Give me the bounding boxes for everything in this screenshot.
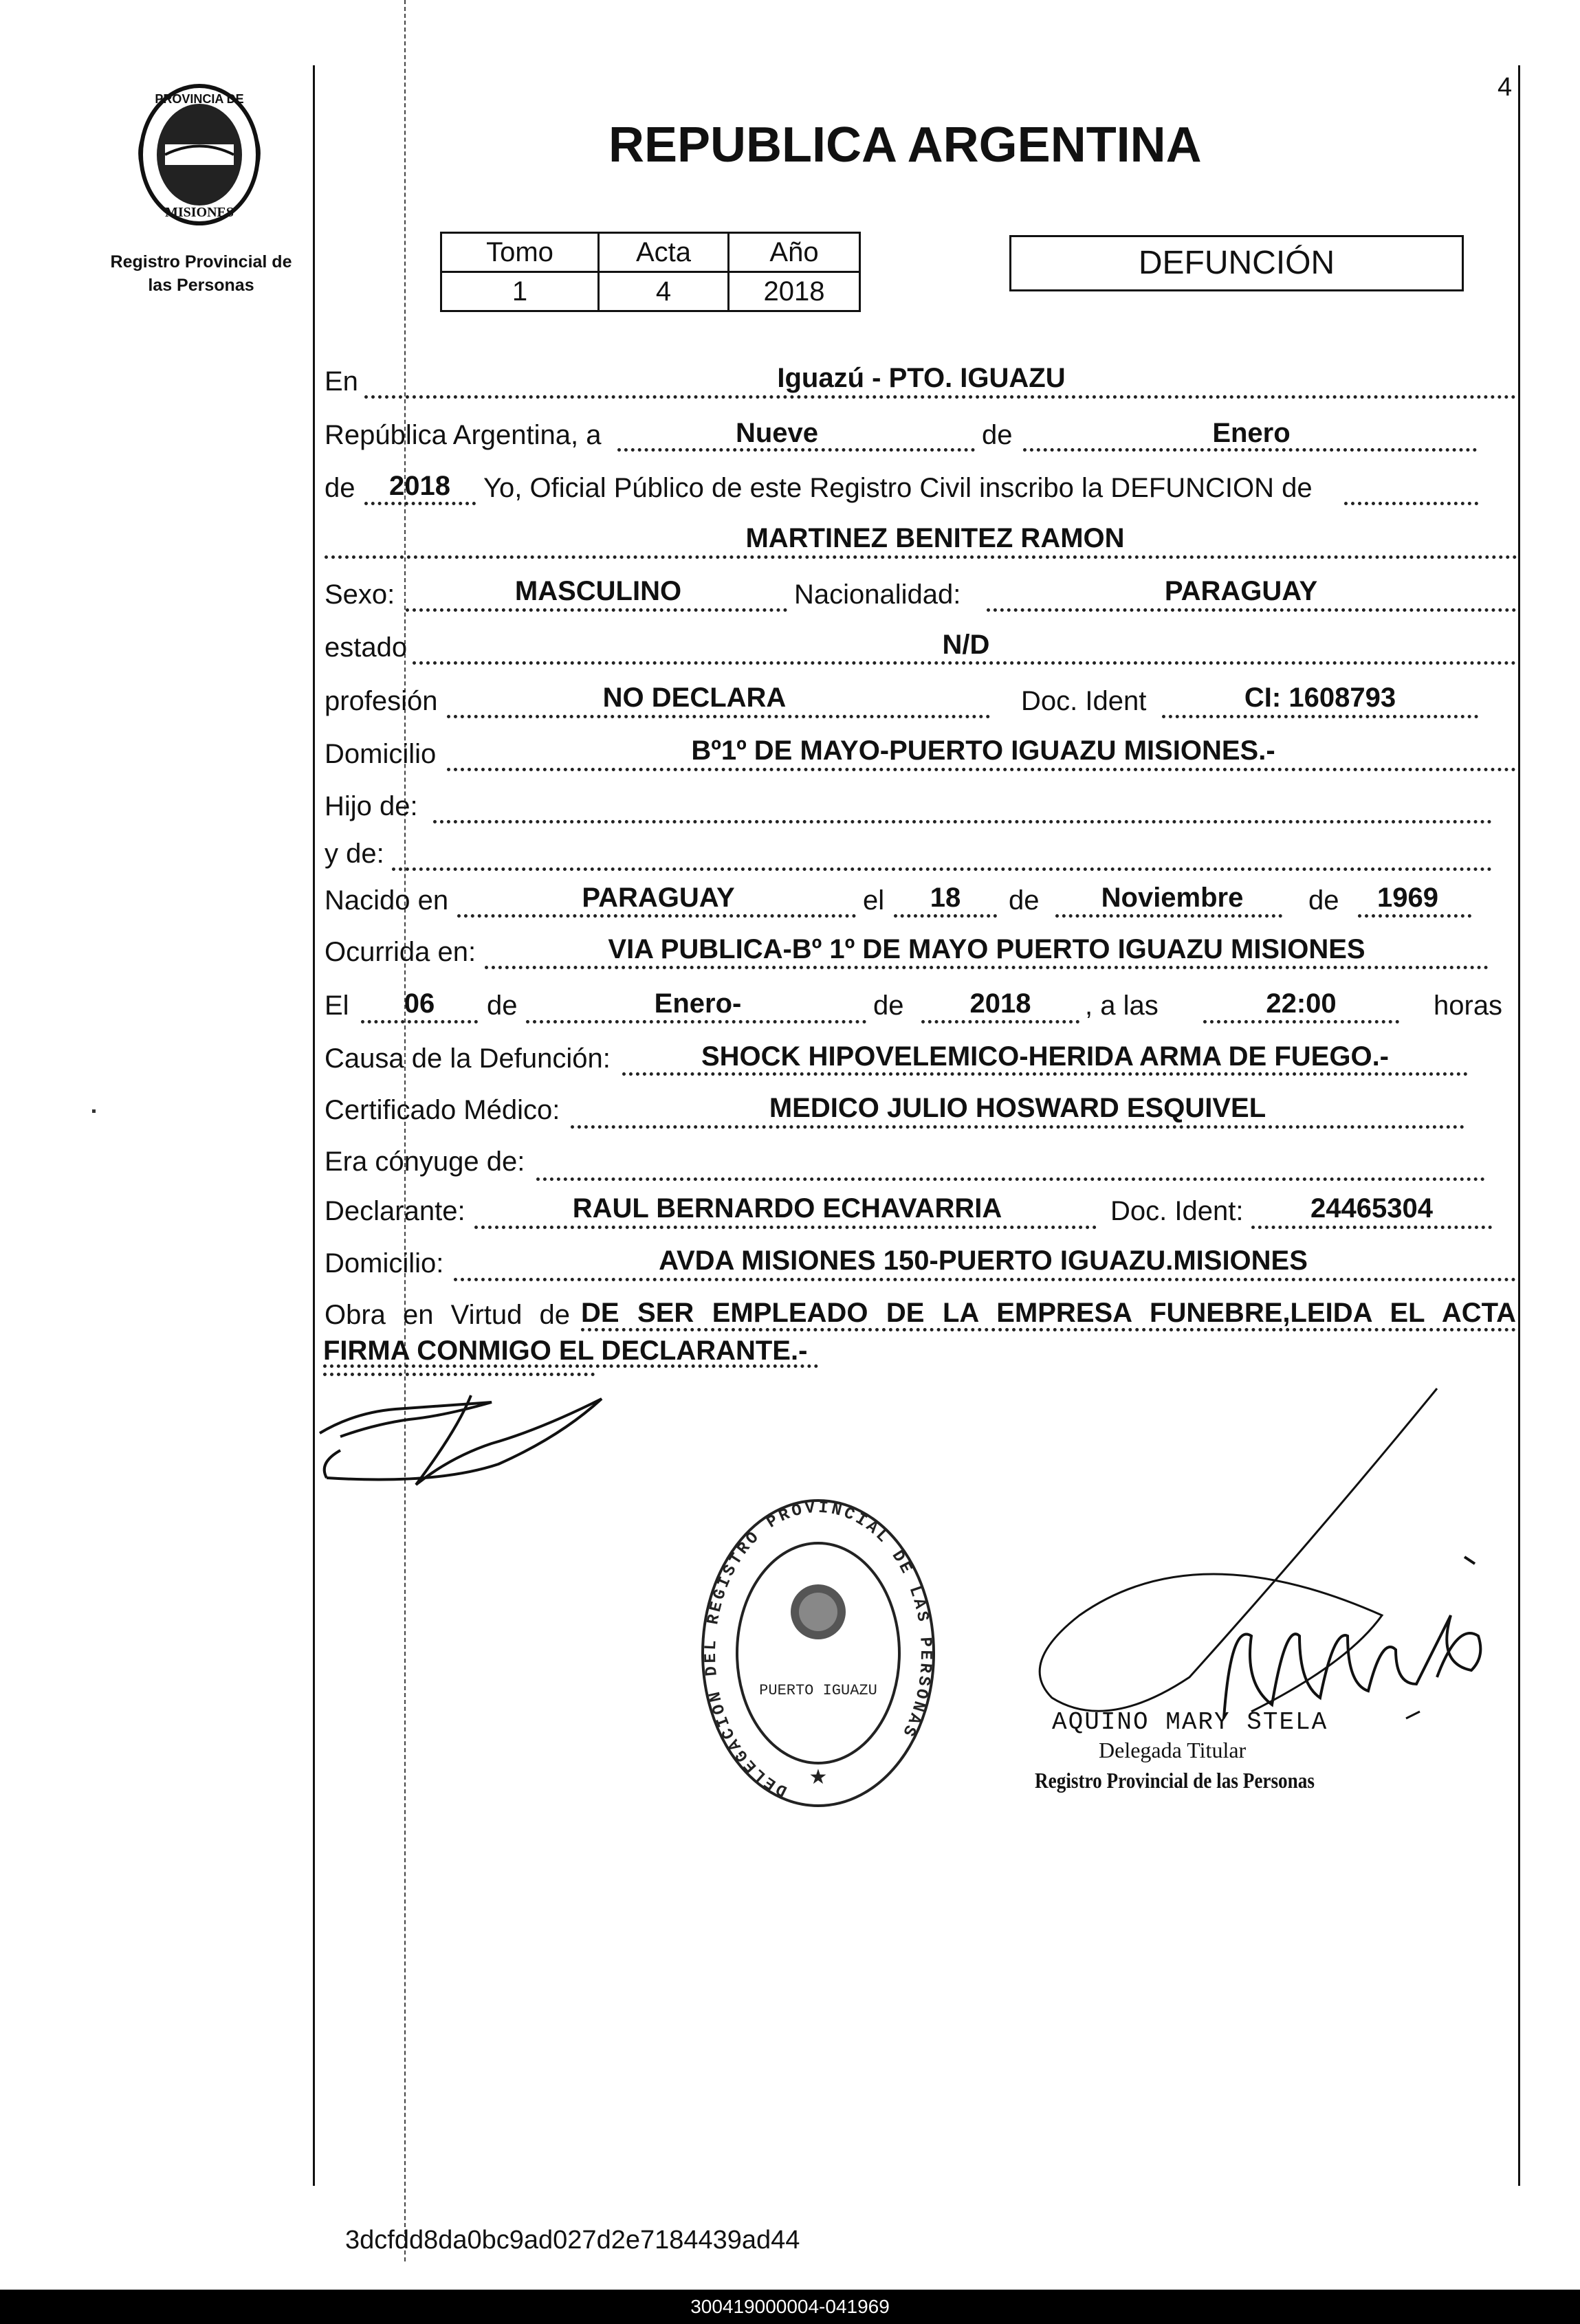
table-value-anio: 2018 [729,272,860,311]
doc-ident-label: Doc. Ident [1021,686,1147,716]
de-label: de [487,991,518,1021]
day-value: Nueve [735,418,819,448]
record-table [440,232,861,312]
svg-text:DELEGACION DEL REGISTRO PROVIN: DELEGACION DEL REGISTRO PROVINCIAL DE LAS PERSONAS [701,1498,935,1800]
estado-label: estado [325,632,408,663]
de-label: de [982,420,1013,450]
profesion-label: profesión [325,686,438,716]
official-role: Delegada Titular [1099,1738,1247,1762]
year-value: 2018 [389,471,450,501]
de-label: de [1009,885,1040,916]
horas-label: horas [1434,991,1503,1021]
svg-text:PUERTO IGUAZU: PUERTO IGUAZU [759,1682,877,1699]
dotted-line [1358,914,1471,918]
death-time: 22:00 [1266,988,1337,1019]
sexo-value: MASCULINO [514,576,682,606]
obra-value-2: FIRMA CONMIGO EL DECLARANTE.- [323,1336,808,1366]
dotted-line [474,1226,1097,1229]
yde-label: y de: [325,839,384,869]
alas-label: , a las [1085,991,1159,1021]
dotted-line [987,608,1516,612]
dotted-line [447,768,1516,771]
dotted-line [571,1125,1464,1129]
declarante-dom-label: Domicilio: [325,1248,444,1279]
dotted-line [894,914,997,918]
dotted-line [413,661,1516,665]
conyuge-label: Era cónyuge de: [325,1147,525,1177]
official-name: AQUINO MARY STELA [1052,1708,1328,1736]
dotted-line [457,914,856,918]
dotted-line [364,502,476,505]
record-type-box: DEFUNCIÓN [1009,235,1464,291]
document-hash: 3dcfdd8da0bc9ad027d2e7184439ad44 [345,2226,800,2255]
dotted-line [581,1328,1516,1331]
dotted-line [1055,914,1282,918]
obra-value-1: DE SER EMPLEADO DE LA EMPRESA FUNEBRE,LEIDA EL ACTA [581,1298,1516,1328]
dotted-line [325,555,1517,559]
causa-label: Causa de la Defunción: [325,1043,611,1074]
right-frame-line [1518,65,1520,2186]
dotted-line [364,395,1516,399]
doc-ident-value: CI: 1608793 [1244,683,1396,713]
El-label: El [325,991,349,1021]
birth-month: Noviembre [1101,883,1244,913]
svg-text:MISIONES: MISIONES [164,205,234,220]
obra-label: Obra en Virtud de [325,1300,571,1330]
sexo-label: Sexo: [325,579,395,610]
dotted-line [536,1177,1485,1181]
declarant-signature [313,1382,608,1498]
dotted-line [406,608,787,612]
dotted-line [1251,1226,1492,1229]
republica-label: República Argentina, a [325,420,602,450]
fold-line [404,0,406,2261]
ocurrida-label: Ocurrida en: [325,937,476,967]
margin-dot [92,1109,96,1113]
en-label: En [325,366,358,397]
declarante-dom-value: AVDA MISIONES 150-PUERTO IGUAZU.MISIONES [659,1246,1308,1276]
provincial-seal-logo [124,76,275,234]
table-header-tomo: Tomo [441,233,599,272]
dotted-line [1162,715,1478,718]
official-org: Registro Provincial de las Personas [1035,1768,1315,1793]
de-label: de [873,991,904,1021]
declarante-doc-value: 24465304 [1310,1193,1433,1224]
left-frame-line [313,65,315,2186]
svg-text:PROVINCIA DE: PROVINCIA DE [155,92,244,106]
el-label: el [863,885,885,916]
hijo-label: Hijo de: [325,791,418,821]
declarante-doc-label: Doc. Ident: [1110,1196,1244,1226]
barcode-text: 300419000004-041969 [690,2296,890,2317]
dotted-line [323,1373,595,1376]
inscribo-text: Yo, Oficial Público de este Registro Civil inscribo la DEFUNCION de [483,473,1313,503]
official-stamp [694,1488,942,1811]
death-month: Enero- [654,988,742,1019]
nacionalidad-value: PARAGUAY [1164,576,1318,606]
death-year: 2018 [969,988,1031,1019]
dotted-line [361,1020,478,1023]
dotted-line [392,867,1492,871]
deceased-name: MARTINEZ BENITEZ RAMON [745,523,1125,553]
table-header-anio: Año [729,233,860,272]
table-value-tomo: 1 [441,272,599,311]
en-value: Iguazú - PTO. IGUAZU [777,363,1066,393]
dotted-line [921,1020,1079,1023]
dotted-line [454,1278,1516,1281]
table-value-acta: 4 [599,272,729,311]
birth-day: 18 [930,883,961,913]
causa-value: SHOCK HIPOVELEMICO-HERIDA ARMA DE FUEGO.- [701,1041,1390,1072]
nacionalidad-label: Nacionalidad: [794,579,961,610]
domicilio-label: Domicilio [325,739,437,769]
barcode-footer [0,2290,1580,2324]
birth-year: 1969 [1377,883,1438,913]
dotted-line [622,1072,1468,1076]
dotted-line [526,1020,866,1023]
de-label: de [325,473,355,503]
page-title: REPUBLICA ARGENTINA [608,118,1202,173]
dotted-line [617,448,975,452]
table-header-acta: Acta [599,233,729,272]
dotted-line [485,966,1489,969]
svg-text:★: ★ [809,1766,828,1789]
dotted-line [1344,502,1478,505]
death-day: 06 [404,988,435,1019]
de-label: de [1308,885,1339,916]
domicilio-value: Bº1º DE MAYO-PUERTO IGUAZU MISIONES.- [691,735,1275,766]
estado-value: N/D [942,630,990,660]
profesion-value: NO DECLARA [602,683,787,713]
dotted-line [433,820,1492,823]
declarante-value: RAUL BERNARDO ECHAVARRIA [572,1193,1002,1224]
nacido-value: PARAGUAY [582,883,735,913]
month-value: Enero [1212,418,1291,448]
dotted-line [1023,448,1477,452]
certificado-value: MEDICO JULIO HOSWARD ESQUIVEL [769,1093,1266,1123]
certificado-label: Certificado Médico: [325,1095,560,1125]
dotted-line [1203,1020,1399,1023]
official-signature [1024,1375,1506,1760]
page-number: 4 [1497,73,1513,102]
registry-name: Registro Provincial de las Personas [110,252,292,295]
declarante-label: Declarante: [325,1196,465,1226]
dotted-line [447,715,990,718]
dotted-line [323,1364,818,1368]
nacido-label: Nacido en [325,885,449,916]
ocurrida-value: VIA PUBLICA-Bº 1º DE MAYO PUERTO IGUAZU MISIONES [608,934,1365,964]
